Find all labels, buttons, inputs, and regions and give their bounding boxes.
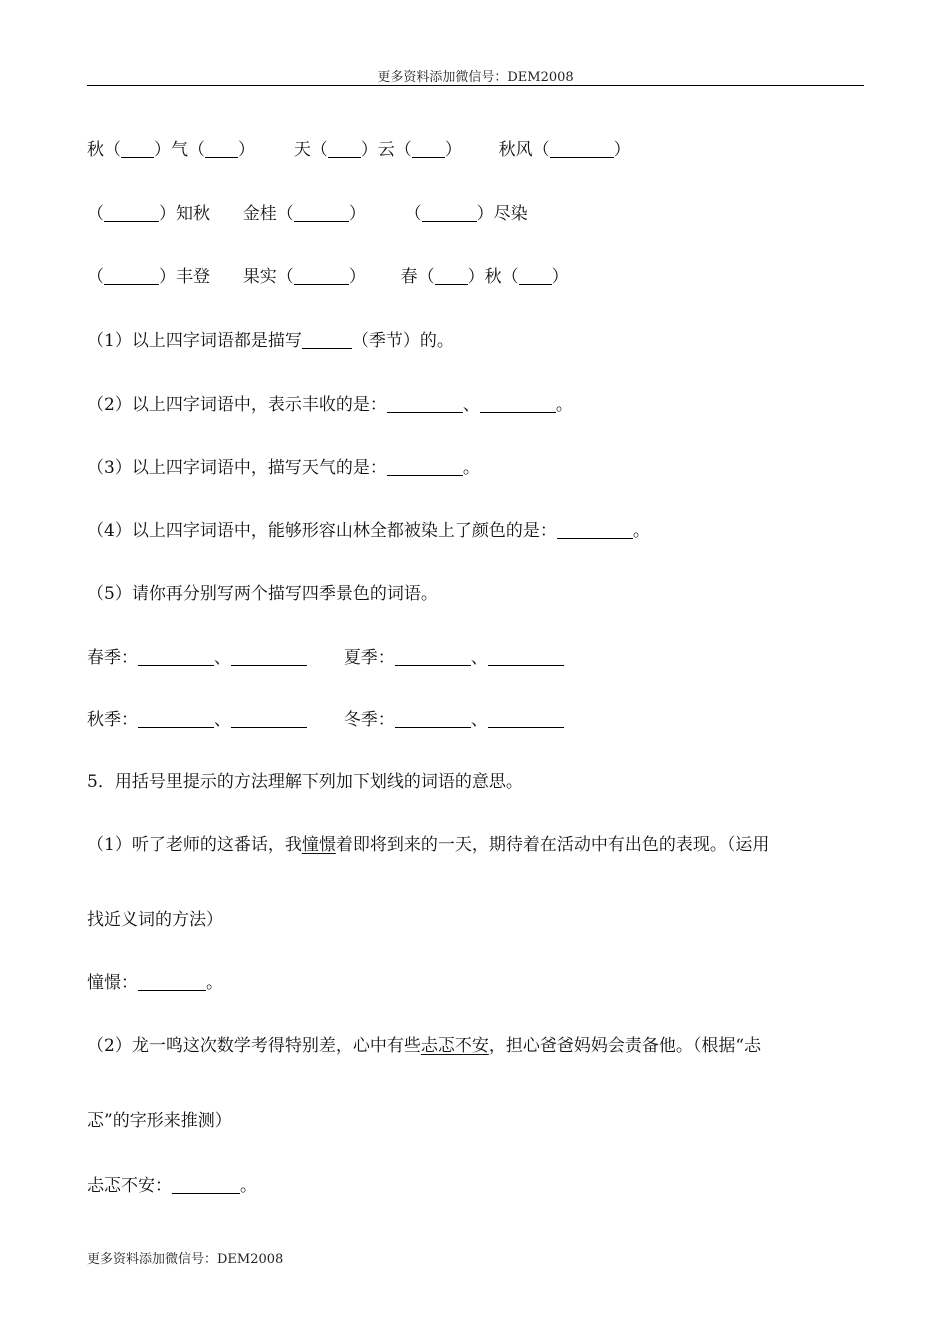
idiom-text: 秋风（ <box>498 140 550 160</box>
answer-blank[interactable] <box>294 204 349 222</box>
question-text: （季节）的。 <box>351 331 454 351</box>
answer-blank[interactable] <box>104 204 159 222</box>
idiom-text: ）知秋 <box>159 204 210 224</box>
separator: 、 <box>214 710 231 730</box>
answer-label: 忐忑不安： <box>87 1176 172 1196</box>
answer-blank[interactable] <box>387 395 463 413</box>
question-text: 。 <box>632 521 650 541</box>
question-3 <box>87 456 480 480</box>
question-text: （1）以上四字词语都是描写 <box>87 331 302 351</box>
idiom-text: ）气（ <box>154 140 205 160</box>
section-5-answer-1 <box>87 971 223 995</box>
idiom-text: ） <box>238 140 255 160</box>
question-text: 。 <box>462 458 480 478</box>
seasons-row-1 <box>87 646 564 670</box>
idiom-text: 金桂（ <box>242 204 294 224</box>
answer-blank[interactable] <box>138 973 206 991</box>
section-5-item-1 <box>87 833 769 857</box>
question-text: （2）以上四字词语中，表示丰收的是： <box>87 395 387 415</box>
answer-blank[interactable] <box>488 710 564 728</box>
idiom-row-1 <box>87 138 631 162</box>
answer-blank[interactable] <box>412 140 445 158</box>
question-1 <box>87 329 454 353</box>
answer-blank[interactable] <box>302 331 352 349</box>
item-text: （1）听了老师的这番话，我 <box>87 835 302 855</box>
answer-blank[interactable] <box>480 395 556 413</box>
idiom-text: （ <box>87 204 104 224</box>
separator: 、 <box>470 710 488 730</box>
idiom-text: （ <box>404 204 422 224</box>
question-text: （4）以上四字词语中，能够形容山林全都被染上了颜色的是： <box>87 521 557 541</box>
season-label-winter: 冬季： <box>343 710 395 730</box>
idiom-text: ）秋（ <box>467 267 519 287</box>
question-2 <box>87 393 573 417</box>
underlined-word: 忐忑不安 <box>420 1036 489 1056</box>
question-text: 。 <box>555 395 573 415</box>
section-5-item-1-cont <box>87 908 223 932</box>
answer-label: 憧憬： <box>87 973 138 993</box>
season-label-autumn: 秋季： <box>87 710 138 730</box>
idiom-text: ）云（ <box>360 140 412 160</box>
idiom-text: ）尽染 <box>476 204 528 224</box>
answer-blank[interactable] <box>294 267 349 285</box>
answer-blank[interactable] <box>387 458 463 476</box>
section-title: 5．用括号里提示的方法理解下列加下划线的词语的意思。 <box>87 772 523 792</box>
answer-blank[interactable] <box>138 648 214 666</box>
answer-blank[interactable] <box>395 710 471 728</box>
answer-blank[interactable] <box>488 648 564 666</box>
answer-blank[interactable] <box>231 710 307 728</box>
underlined-word: 憧憬 <box>301 835 336 855</box>
separator: 、 <box>214 648 231 668</box>
item-text: 着即将到来的一天，期待着在活动中有出色的表现。（运用 <box>335 835 770 855</box>
answer-blank[interactable] <box>435 267 468 285</box>
idiom-text: ） <box>613 140 631 160</box>
header-divider <box>87 85 864 86</box>
idiom-row-2 <box>87 202 528 226</box>
idiom-text: ） <box>348 204 366 224</box>
answer-blank[interactable] <box>104 267 159 285</box>
question-5 <box>87 582 438 606</box>
idiom-text: 天（ <box>293 140 328 160</box>
page-header: 更多资料添加微信号：DEM2008 <box>377 70 574 85</box>
idiom-text: （ <box>87 267 104 287</box>
idiom-text: ）丰登 <box>159 267 210 287</box>
item-text: 找近义词的方法） <box>87 910 223 930</box>
season-label-summer: 夏季： <box>343 648 395 668</box>
section-5-item-2-cont <box>87 1109 232 1133</box>
question-4 <box>87 519 650 543</box>
separator: 、 <box>470 648 488 668</box>
answer-blank[interactable] <box>422 204 477 222</box>
season-label-spring: 春季： <box>87 648 138 668</box>
section-5-answer-2 <box>87 1174 257 1198</box>
idiom-text: 果实（ <box>242 267 294 287</box>
page-footer: 更多资料添加微信号：DEM2008 <box>87 1252 284 1267</box>
item-text: 忑”的字形来推测） <box>87 1111 232 1131</box>
idiom-text: ） <box>348 267 366 287</box>
answer-blank[interactable] <box>231 648 307 666</box>
item-text: 。 <box>206 973 223 993</box>
item-text: ，担心爸爸妈妈会责备他。（根据“忐 <box>488 1036 762 1056</box>
seasons-row-2 <box>87 708 564 732</box>
answer-blank[interactable] <box>519 267 552 285</box>
separator: 、 <box>462 395 480 415</box>
answer-blank[interactable] <box>121 140 154 158</box>
idiom-text: ） <box>444 140 462 160</box>
answer-blank[interactable] <box>138 710 214 728</box>
question-text: （3）以上四字词语中，描写天气的是： <box>87 458 387 478</box>
answer-blank[interactable] <box>328 140 361 158</box>
answer-blank[interactable] <box>557 521 633 539</box>
answer-blank[interactable] <box>550 140 614 158</box>
item-text: 。 <box>240 1176 257 1196</box>
section-5-title <box>87 770 523 794</box>
answer-blank[interactable] <box>205 140 238 158</box>
idiom-text: ） <box>551 267 569 287</box>
item-text: （2）龙一鸣这次数学考得特别差，心中有些 <box>87 1036 421 1056</box>
section-5-item-2 <box>87 1034 761 1058</box>
idiom-text: 秋（ <box>87 140 121 160</box>
question-text: （5）请你再分别写两个描写四季景色的词语。 <box>87 584 438 604</box>
answer-blank[interactable] <box>172 1176 240 1194</box>
answer-blank[interactable] <box>395 648 471 666</box>
idiom-row-3 <box>87 265 569 289</box>
idiom-text: 春（ <box>400 267 435 287</box>
